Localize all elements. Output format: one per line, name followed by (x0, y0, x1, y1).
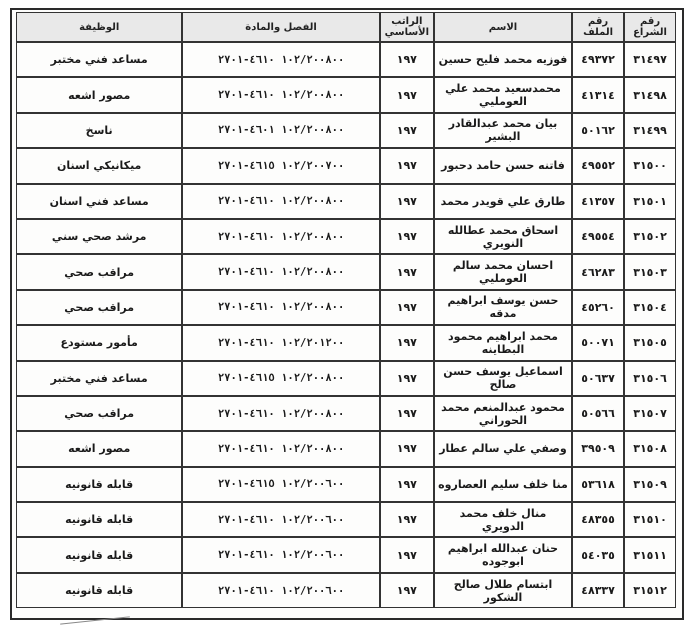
cell-basic-salary: ١٩٧ (380, 219, 434, 254)
cell-budget-account: ١٠٢/٢٠٠٨٠٠ ٤٦١٠-٢٧٠١ (182, 290, 379, 325)
cell-basic-salary: ١٩٧ (380, 113, 434, 148)
cell-name: حسن يوسف ابراهيم مدقه (434, 290, 572, 325)
cell-basic-salary: ١٩٧ (380, 254, 434, 289)
table-row (16, 573, 676, 608)
cell-file-no: ٤١٣١٤ (572, 77, 624, 112)
cell-job-title: مراقب صحي (16, 254, 182, 289)
table-row (16, 467, 676, 502)
cell-budget-account: ١٠٢/٢٠٠٨٠٠ ٤٦١٠-٢٧٠١ (182, 77, 379, 112)
cell-name: محمود عبدالمنعم محمد الحوراني (434, 396, 572, 431)
cell-serial-no: ٣١٥٠٨ (624, 431, 676, 466)
cell-file-no: ٤٩٥٥٤ (572, 219, 624, 254)
cell-file-no: ٥٣٦١٨ (572, 467, 624, 502)
table-row (16, 396, 676, 431)
employee-table (16, 12, 676, 608)
cell-file-no: ٣٩٥٠٩ (572, 431, 624, 466)
cell-name: احسان محمد سالم العومليي (434, 254, 572, 289)
cell-name: فوزيه محمد فليح حسين (434, 42, 572, 77)
cell-file-no: ٥٠١٦٢ (572, 113, 624, 148)
table-row (16, 148, 676, 183)
cell-budget-account: ١٠٢/٢٠٠٨٠٠ ٤٦١٠-٢٧٠١ (182, 254, 379, 289)
scanned-document (10, 8, 684, 620)
cell-budget-account: ١٠٢/٢٠٠٨٠٠ ٤٦١٠-٢٧٠١ (182, 184, 379, 219)
header-name: الاسم (434, 12, 572, 42)
header-budget-account: الفصل والمادة (182, 12, 379, 42)
cell-budget-account: ١٠٢/٢٠٠٧٠٠ ٤٦١٥-٢٧٠١ (182, 148, 379, 183)
cell-file-no: ٤٩٥٥٢ (572, 148, 624, 183)
cell-serial-no: ٣١٥٠٦ (624, 361, 676, 396)
cell-budget-account: ١٠٢/٢٠٠٦٠٠ ٤٦١٥-٢٧٠١ (182, 467, 379, 502)
cell-name: وصفي علي سالم عطار (434, 431, 572, 466)
cell-job-title: مصور اشعه (16, 431, 182, 466)
cell-job-title: قابله قانونيه (16, 573, 182, 608)
cell-job-title: مساعد فني مختبر (16, 361, 182, 396)
cell-job-title: قابله قانونيه (16, 537, 182, 572)
table-row (16, 77, 676, 112)
cell-serial-no: ٣١٥٠٢ (624, 219, 676, 254)
cell-serial-no: ٣١٥١١ (624, 537, 676, 572)
cell-file-no: ٤٨٣٥٥ (572, 502, 624, 537)
cell-budget-account: ١٠٢/٢٠٠٨٠٠ ٤٦٠١-٢٧٠١ (182, 113, 379, 148)
header-file-no: رقم الملف (572, 12, 624, 42)
cell-file-no: ٥٠٠٧١ (572, 325, 624, 360)
cell-budget-account: ١٠٢/٢٠٠٦٠٠ ٤٦١٠-٢٧٠١ (182, 502, 379, 537)
table-row (16, 361, 676, 396)
table-row (16, 290, 676, 325)
cell-job-title: مراقب صحي (16, 396, 182, 431)
cell-basic-salary: ١٩٧ (380, 573, 434, 608)
cell-file-no: ٤٩٣٧٢ (572, 42, 624, 77)
header-serial-no: رقم الشراع (624, 12, 676, 42)
cell-serial-no: ٣١٤٩٩ (624, 113, 676, 148)
cell-serial-no: ٣١٥٠٧ (624, 396, 676, 431)
cell-budget-account: ١٠٢/٢٠٠٨٠٠ ٤٦١٥-٢٧٠١ (182, 361, 379, 396)
cell-job-title: قابله قانونيه (16, 467, 182, 502)
header-basic-salary: الراتب الأساسي (380, 12, 434, 42)
table-header-row (16, 12, 676, 42)
cell-budget-account: ١٠٢/٢٠٠٨٠٠ ٤٦١٠-٢٧٠١ (182, 396, 379, 431)
cell-name: فاتنه حسن حامد دحبور (434, 148, 572, 183)
cell-job-title: مرشد صحي سني (16, 219, 182, 254)
cell-basic-salary: ١٩٧ (380, 502, 434, 537)
cell-job-title: مساعد فني اسنان (16, 184, 182, 219)
cell-budget-account: ١٠٢/٢٠٠٦٠٠ ٤٦١٠-٢٧٠١ (182, 573, 379, 608)
table-row (16, 254, 676, 289)
cell-basic-salary: ١٩٧ (380, 361, 434, 396)
cell-basic-salary: ١٩٧ (380, 77, 434, 112)
table-body (16, 42, 676, 608)
cell-file-no: ٥٤٠٣٥ (572, 537, 624, 572)
cell-budget-account: ١٠٢/٢٠٠٨٠٠ ٤٦١٠-٢٧٠١ (182, 431, 379, 466)
cell-job-title: ناسخ (16, 113, 182, 148)
cell-name: طارق علي قويدر محمد (434, 184, 572, 219)
cell-serial-no: ٣١٥١٠ (624, 502, 676, 537)
table-row (16, 325, 676, 360)
cell-file-no: ٤١٣٥٧ (572, 184, 624, 219)
cell-file-no: ٤٨٣٣٧ (572, 573, 624, 608)
cell-serial-no: ٣١٥٠٥ (624, 325, 676, 360)
cell-basic-salary: ١٩٧ (380, 467, 434, 502)
cell-file-no: ٤٦٢٨٣ (572, 254, 624, 289)
cell-serial-no: ٣١٥٠٤ (624, 290, 676, 325)
cell-name: اسحاق محمد عطالله النويري (434, 219, 572, 254)
table-row (16, 42, 676, 77)
cell-job-title: مراقب صحي (16, 290, 182, 325)
cell-serial-no: ٣١٥١٢ (624, 573, 676, 608)
cell-name: محمدسعيد محمد علي العومليي (434, 77, 572, 112)
table-row (16, 502, 676, 537)
cell-basic-salary: ١٩٧ (380, 42, 434, 77)
cell-basic-salary: ١٩٧ (380, 431, 434, 466)
table-row (16, 431, 676, 466)
cell-name: حنان عبدالله ابراهيم ابوجوده (434, 537, 572, 572)
cell-basic-salary: ١٩٧ (380, 148, 434, 183)
table-row (16, 219, 676, 254)
cell-budget-account: ١٠٢/٢٠٠٦٠٠ ٤٦١٠-٢٧٠١ (182, 537, 379, 572)
cell-job-title: قابله قانونيه (16, 502, 182, 537)
cell-serial-no: ٣١٥٠١ (624, 184, 676, 219)
cell-name: اسماعيل يوسف حسن صالح (434, 361, 572, 396)
cell-file-no: ٥٠٦٣٧ (572, 361, 624, 396)
cell-job-title: مأمور مستودع (16, 325, 182, 360)
table-row (16, 113, 676, 148)
cell-basic-salary: ١٩٧ (380, 290, 434, 325)
cell-file-no: ٥٠٥٦٦ (572, 396, 624, 431)
cell-serial-no: ٣١٤٩٧ (624, 42, 676, 77)
cell-name: بيان محمد عبدالقادر البشير (434, 113, 572, 148)
table-row (16, 537, 676, 572)
table-row (16, 184, 676, 219)
cell-name: محمد ابراهيم محمود البطاينه (434, 325, 572, 360)
cell-budget-account: ١٠٢/٢٠٠٨٠٠ ٤٦١٠-٢٧٠١ (182, 42, 379, 77)
cell-job-title: مساعد فني مختبر (16, 42, 182, 77)
cell-job-title: مصور اشعه (16, 77, 182, 112)
cell-serial-no: ٣١٥٠٩ (624, 467, 676, 502)
cell-basic-salary: ١٩٧ (380, 537, 434, 572)
cell-basic-salary: ١٩٧ (380, 396, 434, 431)
cell-job-title: ميكانيكي اسنان (16, 148, 182, 183)
cell-serial-no: ٣١٤٩٨ (624, 77, 676, 112)
cell-basic-salary: ١٩٧ (380, 325, 434, 360)
cell-basic-salary: ١٩٧ (380, 184, 434, 219)
cell-name: منا خلف سليم العصاروه (434, 467, 572, 502)
cell-budget-account: ١٠٢/٢٠٠٨٠٠ ٤٦١٠-٢٧٠١ (182, 219, 379, 254)
cell-name: منال خلف محمد الدويري (434, 502, 572, 537)
cell-budget-account: ١٠٢/٢٠١٢٠٠ ٤٦١٠-٢٧٠١ (182, 325, 379, 360)
cell-name: ابتسام طلال صالح الشكور (434, 573, 572, 608)
cell-serial-no: ٣١٥٠٣ (624, 254, 676, 289)
header-job-title: الوظيفة (16, 12, 182, 42)
cell-file-no: ٤٥٢٦٠ (572, 290, 624, 325)
cell-serial-no: ٣١٥٠٠ (624, 148, 676, 183)
